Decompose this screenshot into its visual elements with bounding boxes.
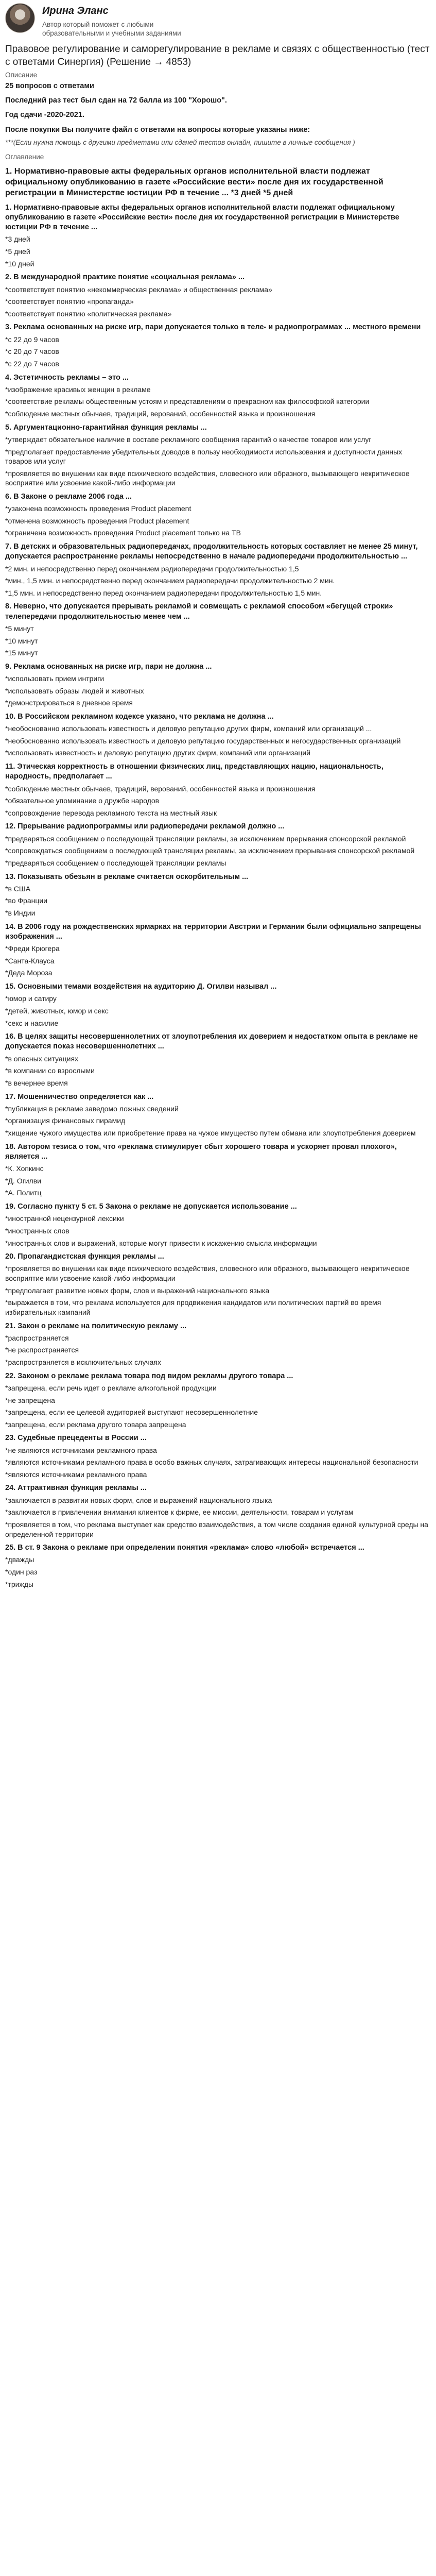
answer-list <box>5 1054 431 1088</box>
answer-option: * 1,5 мин. и непосредственно перед окончанием радиопередачи продолжительностью 1,5 мин. <box>5 588 431 598</box>
answer-option: * запрещена, если реклама другого товара запрещена <box>5 1420 431 1430</box>
answer-option: * иностранной нецензурной лексики <box>5 1214 431 1224</box>
question-block <box>5 982 431 1028</box>
answer-option: * предваряться сообщением о последующей трансляции рекламы, за исключением прерывания спонсорской рекламой <box>5 834 431 844</box>
answer-list <box>5 1264 431 1317</box>
question-block <box>5 203 431 269</box>
answer-option: * предполагает развитие новых форм, слов и выражений национального языка <box>5 1286 431 1296</box>
answer-option: * один раз <box>5 1567 431 1577</box>
answer-option: * Фреди Крюгера <box>5 944 431 954</box>
question-block <box>5 1142 431 1198</box>
question-block <box>5 1543 431 1589</box>
answer-option: * являются источниками рекламного права <box>5 1470 431 1480</box>
question-block <box>5 762 431 818</box>
question-title: 4. Эстетичность рекламы – это ... <box>5 373 129 382</box>
answer-option: * в США <box>5 884 431 894</box>
author-description: Автор который поможет с любыми образовательными и учебными заданиями <box>42 20 181 38</box>
answer-option: * распространяется <box>5 1333 431 1343</box>
answer-list <box>5 674 431 708</box>
answer-list <box>5 994 431 1028</box>
question-title: 1. Нормативно-правовые акты федеральных органов исполнительной власти подлежат официальному опубликованию в газете «Российские вести» после дня их государственной регистрации в Министерстве юстиции РФ в течение ... <box>5 203 399 232</box>
answer-option: * 10 дней <box>5 259 431 269</box>
answer-list <box>5 504 431 538</box>
question-block <box>5 542 431 598</box>
answer-option: * публикация в рекламе заведомо ложных сведений <box>5 1104 431 1114</box>
question-block <box>5 1032 431 1088</box>
answer-list <box>5 335 431 369</box>
answer-list <box>5 234 431 268</box>
answer-option: * запрещена, если речь идет о рекламе алкогольной продукции <box>5 1383 431 1393</box>
purchase-note: После покупки Вы получите файл с ответами на вопросы которые указаны ниже: <box>5 125 310 134</box>
question-block <box>5 602 431 657</box>
answer-option: * заключается в привлечении внимания клиентов к фирме, ее миссии, деятельности, товарам и услугам <box>5 1507 431 1517</box>
question-title: 23. Судебные прецеденты в России ... <box>5 1434 147 1443</box>
answer-option: * распространяется в исключительных случаях <box>5 1358 431 1367</box>
question-block <box>5 1371 431 1430</box>
author-info <box>42 3 197 38</box>
answer-list <box>5 385 431 419</box>
answer-list <box>5 1496 431 1539</box>
answer-option: * демонстрироваться в дневное время <box>5 698 431 708</box>
answer-option: * ограничена возможность проведения Product placement только на ТВ <box>5 528 431 538</box>
answer-list <box>5 564 431 598</box>
answer-list <box>5 1333 431 1367</box>
answer-option: * Деда Мороза <box>5 968 431 978</box>
answer-option: * 3 дней <box>5 234 431 244</box>
question-block <box>5 1483 431 1539</box>
author-name[interactable]: Ирина Эланс <box>42 5 109 16</box>
answer-option: * утверждает обязательное наличие в составе рекламного сообщения гарантий о качестве товаров или услуг <box>5 435 431 445</box>
answer-option: * предваряться сообщением о последующей трансляции рекламы <box>5 858 431 868</box>
question-block <box>5 1321 431 1367</box>
answer-option: * в компании со взрослыми <box>5 1066 431 1076</box>
answer-option: * Д. Огилви <box>5 1176 431 1186</box>
answer-option: * иностранных слов и выражений, которые могут привести к искажению смысла информации <box>5 1239 431 1248</box>
answer-option: * узаконена возможность проведения Product placement <box>5 504 431 514</box>
answer-option: * не являются источниками рекламного права <box>5 1446 431 1455</box>
question-title: 1. Нормативно-правовые акты федеральных органов исполнительной власти подлежат официальному опубликованию в газете «Российские вести» после дня их государственной регистрации в Министерстве юстиции РФ в течение ... *3 дней *5 дней <box>5 166 383 198</box>
question-block <box>5 872 431 918</box>
question-block <box>5 822 431 868</box>
question-title: 13. Показывать обезьян в рекламе считается оскорбительным ... <box>5 872 249 881</box>
author-card[interactable] <box>5 3 431 38</box>
answer-option: * использовать известность и деловую репутацию других фирм, компаний или организаций <box>5 748 431 758</box>
question-block <box>5 662 431 708</box>
answer-option: * трижды <box>5 1580 431 1589</box>
question-title: 21. Закон о рекламе на политическую рекламу ... <box>5 1321 187 1330</box>
question-title: 2. В международной практике понятие «социальная реклама» ... <box>5 273 245 282</box>
question-block <box>5 1092 431 1138</box>
question-block <box>5 1252 431 1317</box>
question-block <box>5 273 431 318</box>
questions-list <box>5 166 431 1589</box>
answer-option: * А. Политц <box>5 1188 431 1198</box>
question-block <box>5 323 431 368</box>
page-title: Правовое регулирование и саморегулирование в рекламе и связях с общественностью (тест с ответами Синергия) (Решение → 4853) <box>5 44 430 67</box>
answer-list <box>5 1214 431 1248</box>
answer-option: * хищение чужого имущества или приобретение права на чужое имущество путем обмана или злоупотребления доверием <box>5 1128 431 1138</box>
question-title: 22. Законом о рекламе реклама товара под видом рекламы другого товара ... <box>5 1371 293 1380</box>
question-title: 6. В Законе о рекламе 2006 года ... <box>5 492 132 501</box>
answer-option: * во Франции <box>5 896 431 906</box>
description-label: Описание <box>5 71 38 79</box>
question-title: 12. Прерывание радиопрограммы или радиопередачи рекламой должно ... <box>5 822 285 831</box>
question-block <box>5 492 431 538</box>
toc-label: Оглавление <box>5 152 44 161</box>
question-count: 25 вопросов с ответами <box>5 81 94 90</box>
answer-list <box>5 784 431 818</box>
answer-option: * 15 минут <box>5 648 431 658</box>
question-title: 7. В детских и образовательных радиопередачах, продолжительность которых составляет не менее 25 минут, допускается распространение рекламы непосредственно в начале радиопередачи продолжительностью ... <box>5 543 418 561</box>
answer-option: * соответствует понятию «некоммерческая реклама» и общественная реклама» <box>5 285 431 295</box>
answer-option: * соблюдение местных обычаев, традиций, верований, особенностей языка и произношения <box>5 784 431 794</box>
question-block <box>5 373 431 419</box>
answer-list <box>5 834 431 868</box>
answer-option: * соответствие рекламы общественным устоям и представлениям о прекрасном как философской категории <box>5 397 431 406</box>
answer-option: * в вечернее время <box>5 1078 431 1088</box>
answer-option: * секс и насилие <box>5 1019 431 1028</box>
year-line: Год сдачи -2020-2021. <box>5 111 84 120</box>
question-title: 14. В 2006 году на рождественских ярмарках на территории Австрии и Германии были официально запрещены изображения ... <box>5 922 421 941</box>
question-title: 3. Реклама основанных на риске игр, пари допускается только в теле- и радиопрограммах ... местного времени <box>5 323 421 332</box>
answer-option: * 10 минут <box>5 636 431 646</box>
question-block <box>5 922 431 978</box>
answer-list <box>5 724 431 758</box>
answer-list <box>5 1383 431 1429</box>
answer-option: * проявляется во внушении как виде психического воздействия, словесного или образного, вызывающего некритическое восприятие или усвоение какой-либо информации <box>5 469 431 488</box>
answer-option: * детей, животных, юмор и секс <box>5 1006 431 1016</box>
answer-option: * юмор и сатиру <box>5 994 431 1004</box>
answer-option: * в опасных ситуациях <box>5 1054 431 1064</box>
author-avatar[interactable] <box>5 3 35 33</box>
answer-option: * не запрещена <box>5 1396 431 1405</box>
answer-option: * проявляется в том, что реклама выступает как средство взаимодействия, а том числе создания единой культурной среды на определенной территории <box>5 1520 431 1539</box>
answer-option: * заключается в развитии новых форм, слов и выражений национального языка <box>5 1496 431 1505</box>
answer-option: * обязательное упоминание о дружбе народов <box>5 796 431 806</box>
answer-option: * Санта-Клауса <box>5 956 431 966</box>
answer-option: * 2 мин. и непосредственно перед окончанием радиопередачи продолжительностью 1,5 <box>5 564 431 574</box>
question-title: 8. Неверно, что допускается прерывать рекламой и совмещать с рекламой способом «бегущей строки» телепередачи продолжительностью менее чем ... <box>5 602 393 621</box>
answer-option: * с 22 до 9 часов <box>5 335 431 345</box>
answer-list <box>5 1446 431 1480</box>
question-title: 5. Аргументационно-гарантийная функция рекламы ... <box>5 423 207 432</box>
question-title: 17. Мошенничество определяется как ... <box>5 1092 154 1101</box>
question-title: 11. Этическая корректность в отношении физических лиц, представляющих нацию, национальность, народность, предполагает ... <box>5 762 383 781</box>
answer-option: * не распространяется <box>5 1345 431 1355</box>
question-title: 24. Аттрактивная функция рекламы ... <box>5 1484 147 1493</box>
answer-option: * соответствует понятию «пропаганда» <box>5 297 431 307</box>
answer-option: * необоснованно использовать известность и деловую репутацию государственных и негосударственных организаций <box>5 736 431 746</box>
question-block <box>5 1433 431 1479</box>
answer-option: * организация финансовых пирамид <box>5 1116 431 1126</box>
question-title: 9. Реклама основанных на риске игр, пари не должна ... <box>5 662 212 671</box>
question-block <box>5 423 431 488</box>
answer-option: * сопровождаться сообщением о последующей трансляции рекламы, за исключением прерывания спонсорской рекламой <box>5 846 431 856</box>
answer-list <box>5 884 431 918</box>
answer-option: * изображение красивых женщин в рекламе <box>5 385 431 395</box>
answer-list <box>5 1164 431 1198</box>
question-title: 16. В целях защиты несовершеннолетних от злоупотребления их доверием и недостатком опыта в рекламе не допускается показ несовершеннолетних ... <box>5 1032 418 1051</box>
question-block <box>5 166 431 199</box>
answer-list <box>5 285 431 319</box>
help-note: ***(Если нужна помощь с другими предметами или сдачей тестов онлайн, пишите в личные сообщения ) <box>5 138 355 146</box>
answer-option: * в Индии <box>5 908 431 918</box>
answer-option: * сопровождение перевода рекламного текста на местный язык <box>5 808 431 818</box>
answer-option: * соблюдение местных обычаев, традиций, верований, особенностей языка и произношения <box>5 409 431 419</box>
answer-option: * с 20 до 7 часов <box>5 347 431 357</box>
answer-option: * предполагает предоставление убедительных доводов в пользу необходимости использования и доступности данных товаров или услуг <box>5 447 431 466</box>
answer-option: * являются источниками рекламного права в особо важных случаях, затрагивающих интересы национальной безопасности <box>5 1458 431 1467</box>
answer-option: * соответствует понятию «политическая реклама» <box>5 309 431 319</box>
answer-option: * 5 дней <box>5 247 431 257</box>
answer-option: * использовать образы людей и животных <box>5 686 431 696</box>
answer-option: * дважды <box>5 1555 431 1565</box>
answer-option: * отменена возможность проведения Product placement <box>5 516 431 526</box>
answer-list <box>5 1104 431 1138</box>
answer-option: * использовать прием интриги <box>5 674 431 684</box>
question-block <box>5 1202 431 1248</box>
answer-option: * иностранных слов <box>5 1226 431 1236</box>
answer-option: * мин., 1,5 мин. и непосредственно перед окончанием радиопередачи продолжительностью 2 мин. <box>5 576 431 586</box>
answer-option: * проявляется во внушении как виде психического воздействия, словесного или образного, вызывающего некритическое восприятие или усвоение какой-либо информации <box>5 1264 431 1283</box>
answer-option: * выражается в том, что реклама используется для продвижения кандидатов или политических партий во время избирательных кампаний <box>5 1298 431 1317</box>
last-pass-line: Последний раз тест был сдан на 72 балла из 100 "Хорошо". <box>5 96 227 105</box>
answer-option: * с 22 до 7 часов <box>5 359 431 369</box>
answer-option: * 5 минут <box>5 624 431 634</box>
question-title: 19. Согласно пункту 5 ст. 5 Закона о рекламе не допускается использование ... <box>5 1202 297 1211</box>
question-block <box>5 712 431 758</box>
answer-option: * необоснованно использовать известность и деловую репутацию других фирм, компаний или организаций ... <box>5 724 431 734</box>
answer-option: * К. Хопкинс <box>5 1164 431 1174</box>
question-title: 18. Автором тезиса о том, что «реклама стимулирует сбыт хорошего товара и ускоряет провал плохого», является ... <box>5 1142 397 1161</box>
question-title: 15. Основными темами воздействия на аудиторию Д. Огилви называл ... <box>5 982 277 991</box>
answer-list <box>5 624 431 658</box>
question-title: 25. В ст. 9 Закона о рекламе при определении понятия «реклама» слово «любой» встречается ... <box>5 1544 364 1552</box>
question-title: 10. В Российском рекламном кодексе указано, что реклама не должна ... <box>5 712 274 721</box>
question-title: 20. Пропагандистская функция рекламы ... <box>5 1252 164 1261</box>
answer-list <box>5 944 431 978</box>
answer-list <box>5 435 431 488</box>
answer-list <box>5 1555 431 1589</box>
answer-option: * запрещена, если ее целевой аудиторией выступают несовершеннолетние <box>5 1408 431 1417</box>
